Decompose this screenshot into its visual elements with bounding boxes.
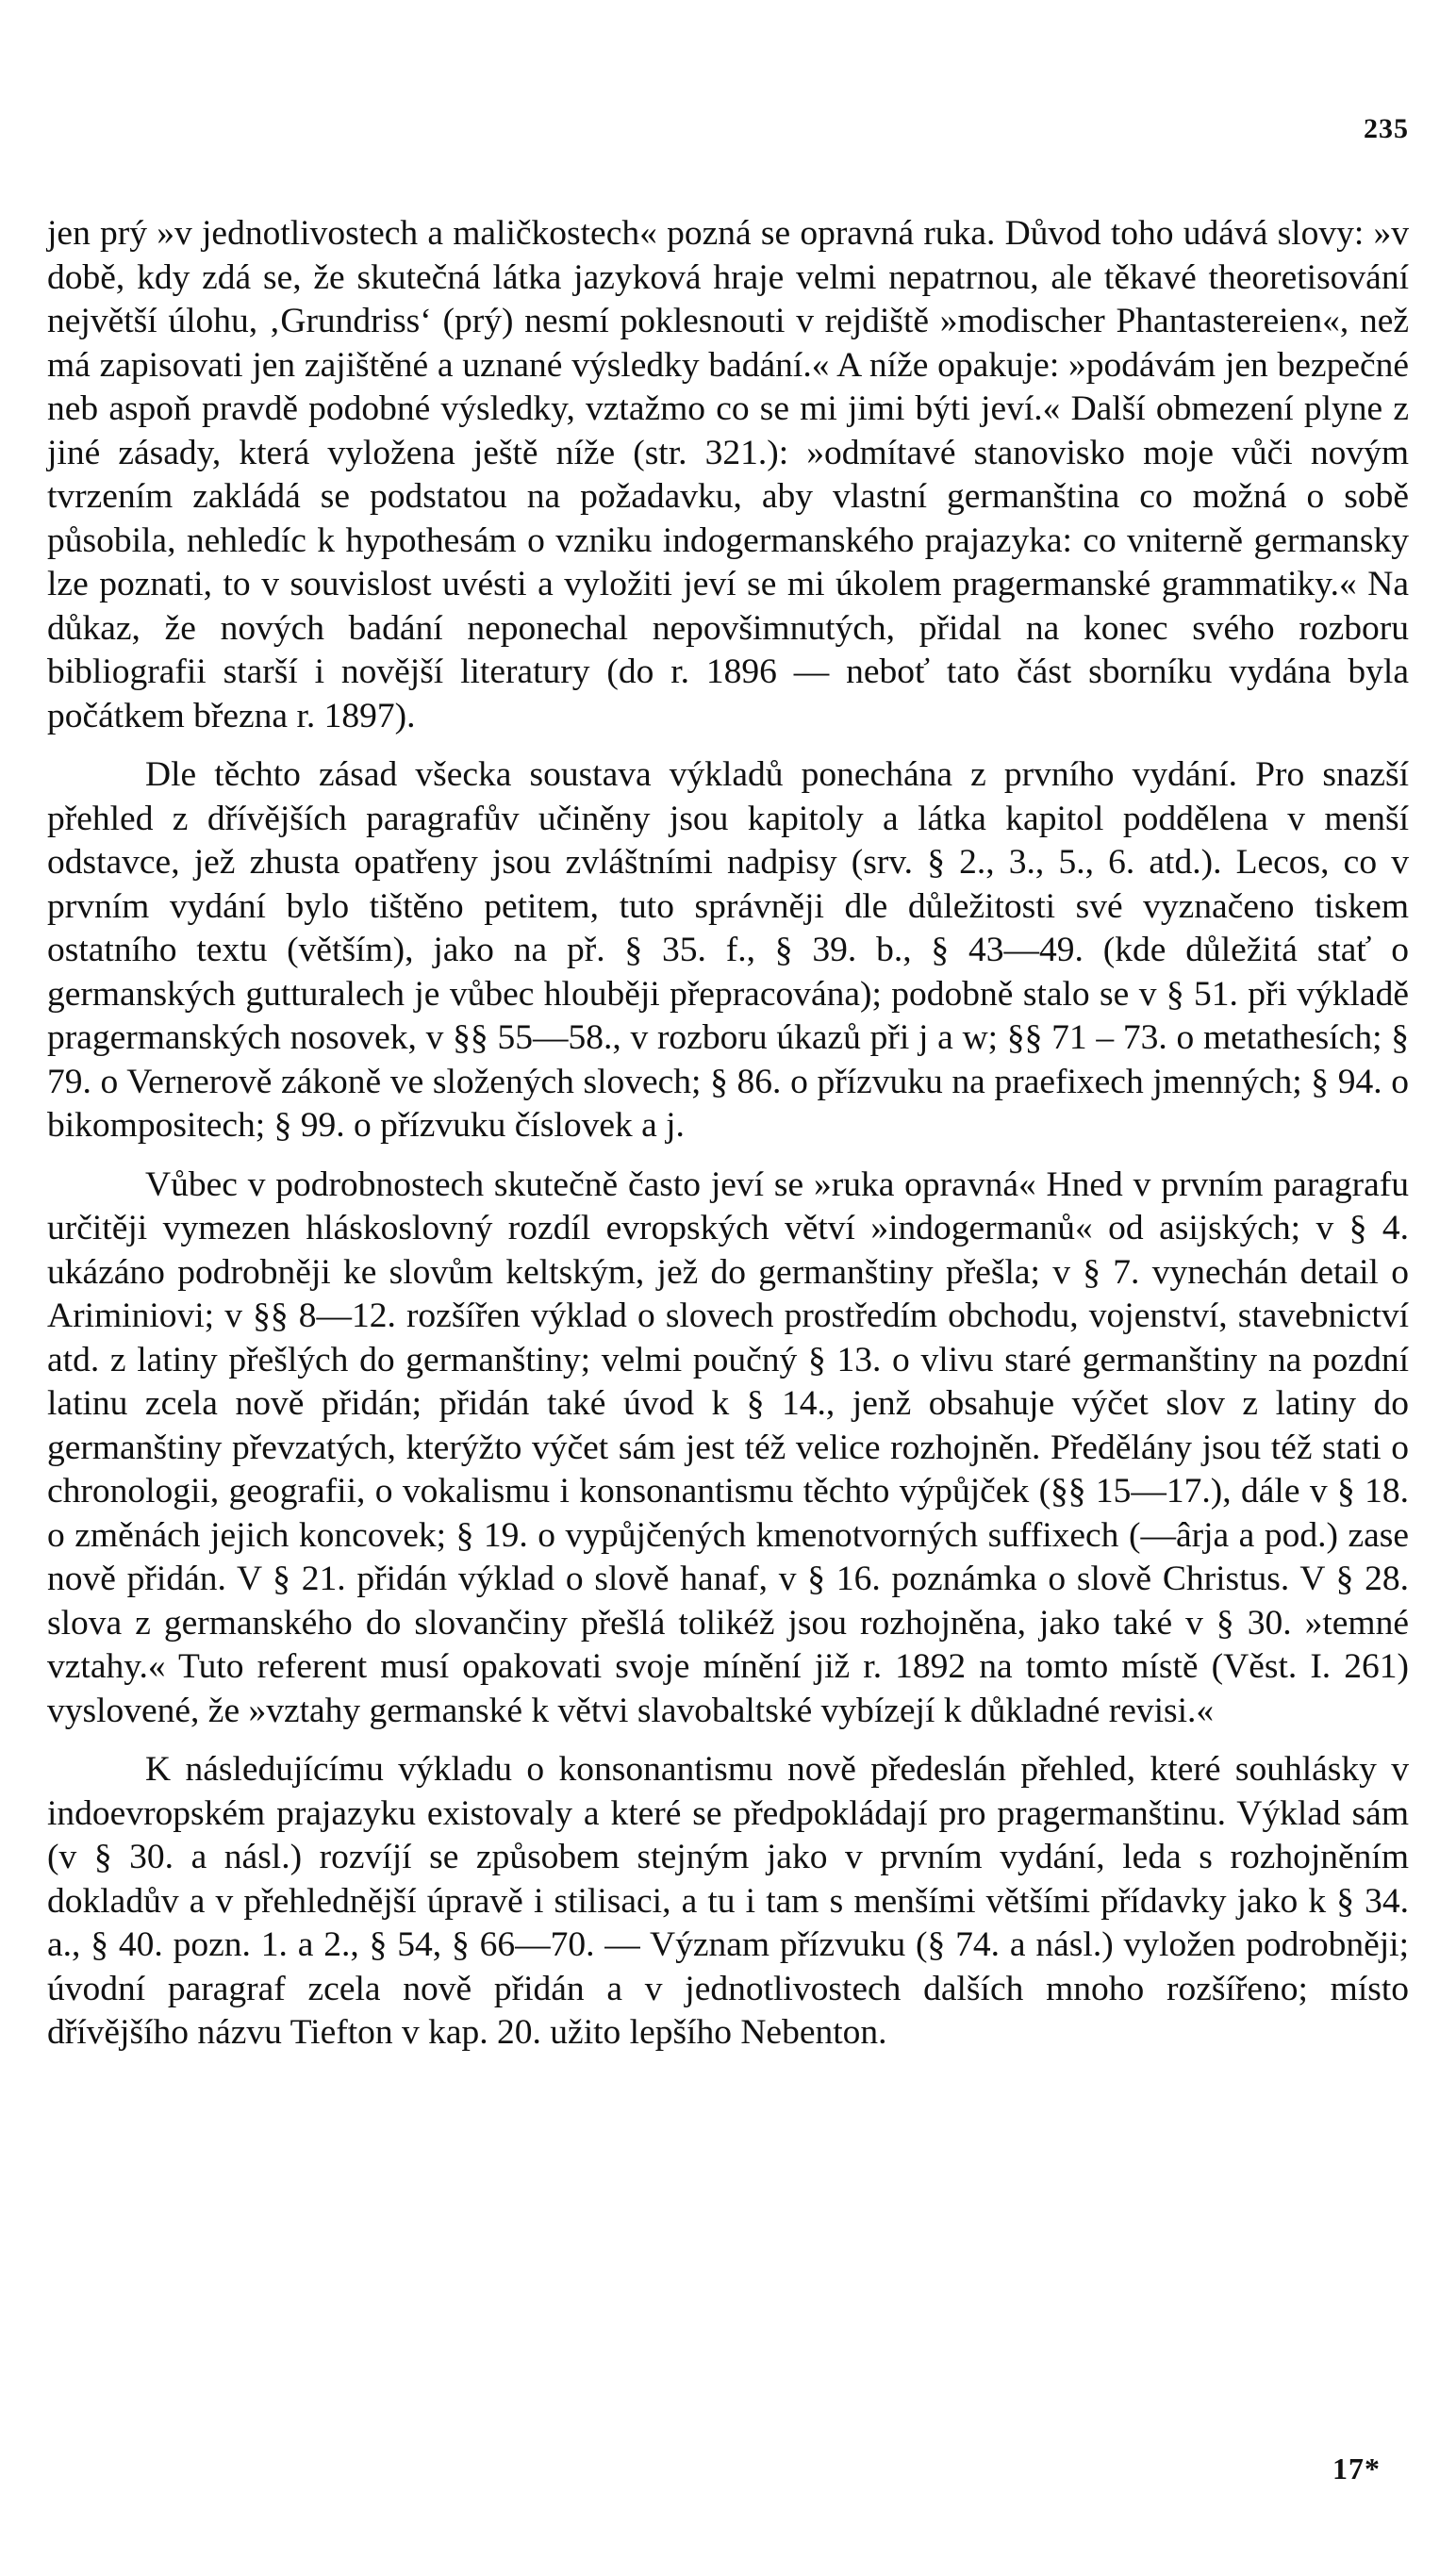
paragraph-4: K následujícímu výkladu o konsonantismu nově předeslán přehled, které souhlásky v indoevropském prajazyku existovaly a které se předpokládají pro pragermanštinu. Výklad sám (v § 30. a násl.) rozvíjí se způsobem stejným jako v prvním vydání, leda s rozhojněním dokladův a v přehlednější úpravě i stilisaci, a tu i tam s menšími většími přídavky jako k § 34. a., § 40. pozn. 1. a 2., § 54, § 66—70. — Význam přízvuku (§ 74. a násl.) vyložen podrobněji; úvodní paragraf zcela nově přidán a v jednotlivostech dalších mnoho rozšířeno; místo dřívějšího názvu Tiefton v kap. 20. užito lepšího Nebenton. bbox=[47, 1750, 1409, 2052]
paragraph-3: Vůbec v podrobnostech skutečně často jeví se »ruka opravná« Hned v prvním paragrafu určitěji vymezen hláskoslovný rozdíl evropských větví »indogermanů« od asijských; v § 4. ukázáno podrobněji ke slovům keltským, jež do germanštiny přešla; v § 7. vynechán detail o Ariminiovi; v §§ 8—12. rozšířen výklad o slovech prostředím obchodu, vojenství, stavebnictví atd. z latiny přešlých do germanštiny; velmi poučný § 13. o vlivu staré germanštiny na pozdní latinu zcela nově přidán; přidán také úvod k § 14., jenž obsahuje výčet slov z latiny do germanštiny převzatých, kterýžto výčet sám jest též velice rozhojněn. Předělány jsou též stati o chronologii, geografii, o vokalismu i konsonantismu těchto výpůjček (§§ 15—17.), dále v § 18. o změnách jejich koncovek; § 19. o vypůjčených kmenotvorných suffixech (—ârja a pod.) zase nově přidán. V § 21. přidán výklad o slově hanaf, v § 16. poznámka o slově Christus. V § 28. slova z germanského do slovančiny přešlá tolikéž jsou rozhojněna, jako také v § 30. »temné vztahy.« Tuto referent musí opakovati svoje mínění již r. 1892 na tomto místě (Věst. I. 261) vyslovené, že »vztahy germanské k větvi slavobaltské vybízejí k důkladné revisi.« bbox=[47, 1164, 1409, 1730]
paragraph-1: jen prý »v jednotlivostech a maličkostech« pozná se opravná ruka. Důvod toho udává slovy: »v době, kdy zdá se, že skutečná látka jazyková hraje velmi nepatrnou, ale těkavé theoretisování největší úlohu, ‚Grundriss‘ (prý) nesmí poklesnouti v rejdiště »modischer Phantastereien«, než má zapisovati jen zajištěné a uznané výsledky badání.« A níže opakuje: »podávám jen bezpečné neb aspoň pravdě podobné výsledky, vztažmo co se mi jimi býti jeví.« Další obmezení plyne z jiné zásady, která vyložena ještě níže (str. 321.): »odmítavé stanovisko moje vůči novým tvrzením zakládá se podstatou na požadavku, aby vlastní germanština co možná o sobě působila, nehledíc k hypothesám o vzniku indogermanského prajazyka: co vniterně germansky lze poznati, to v souvislost uvésti a vyložiti jeví se mi úkolem pragermanské grammatiky.« Na důkaz, že nových badání neponechal nepovšimnutých, přidal na konec svého rozboru bibliografii starší i novější literatury (do r. 1896 — neboť tato část sborníku vydána byla počátkem března r. 1897). bbox=[47, 214, 1409, 735]
signature-mark: 17* bbox=[1332, 2452, 1381, 2485]
paragraph-2: Dle těchto zásad všecka soustava výkladů ponechána z prvního vydání. Pro snazší přehled z dřívějších paragrafův učiněny jsou kapitoly a látka kapitol poddělena v menší odstavce, jež zhusta opatřeny jsou zvláštními nadpisy (srv. § 2., 3., 5., 6. atd.). Lecos, co v prvním vydání bylo tištěno petitem, tuto správněji dle důležitosti své vyznačeno tiskem ostatního textu (větším), jako na př. § 35. f., § 39. b., § 43—49. (kde důležitá stať o germanských gutturalech je vůbec hlouběji přepracována); podobně stalo se v § 51. při výkladě pragermanských nosovek, v §§ 55—58., v rozboru úkazů při j a w; §§ 71 – 73. o metathesích; § 79. o Vernerově zákoně ve složených slovech; § 86. o přízvuku na praefixech jmenných; § 94. o bikompositech; § 99. o přízvuku číslovek a j. bbox=[47, 755, 1409, 1145]
body-text bbox=[47, 212, 1409, 2056]
page-number: 235 bbox=[1364, 113, 1409, 144]
